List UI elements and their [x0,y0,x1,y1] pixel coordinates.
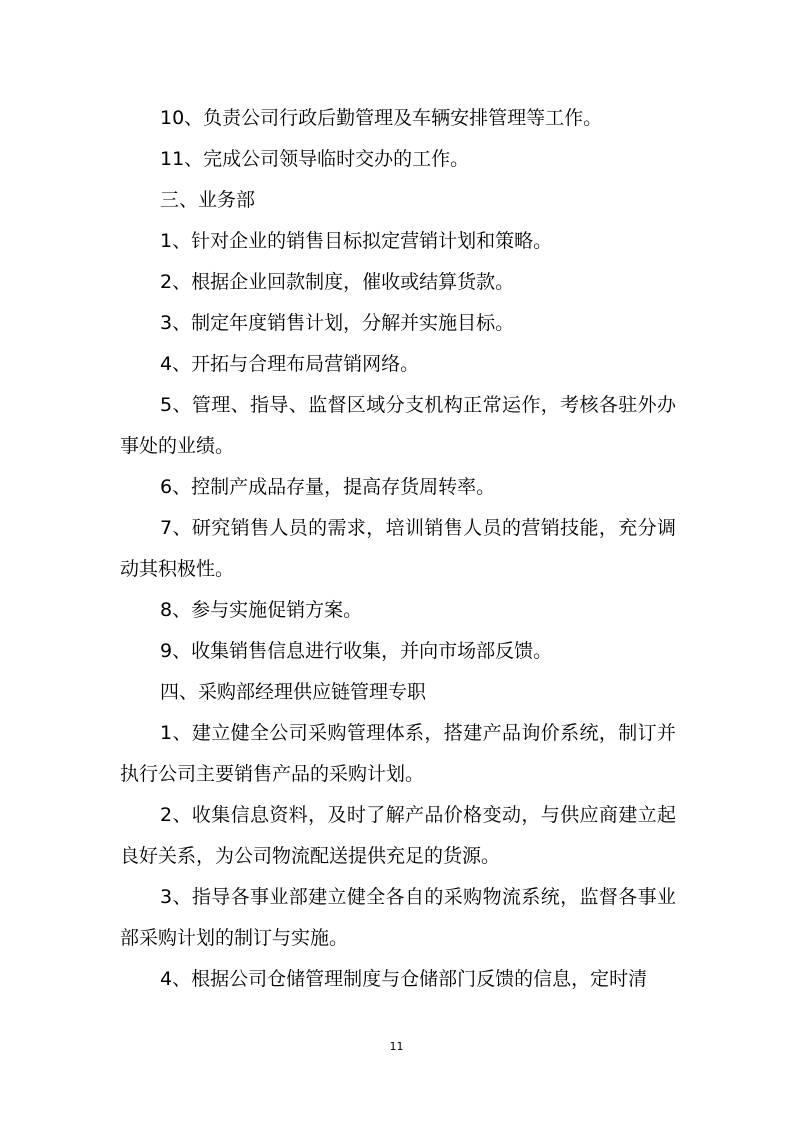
paragraph-business-item-6: 6、控制产成品存量，提高存货周转率。 [160,476,496,498]
section-heading-business-dept: 三、业务部 [160,189,256,211]
paragraph-business-item-2: 2、根据企业回款制度，催收或结算货款。 [160,271,515,293]
paragraph-business-item-8: 8、参与实施促销方案。 [160,599,363,621]
paragraph-admin-item-11: 11、完成公司领导临时交办的工作。 [160,148,470,170]
section-heading-purchasing-dept: 四、采购部经理供应链管理专职 [160,681,427,703]
paragraph-admin-item-10: 10、负责公司行政后勤管理及车辆安排管理等工作。 [160,107,603,129]
paragraph-business-item-7: 7、研究销售人员的需求，培训销售人员的营销技能，充分调动其积极性。 [120,517,676,580]
paragraph-business-item-4: 4、开拓与合理布局营销网络。 [160,353,420,375]
paragraph-business-item-3: 3、制定年度销售计划，分解并实施目标。 [160,312,515,334]
page-number: 11 [389,1040,404,1053]
paragraph-purchasing-item-3: 3、指导各事业部建立健全各自的采购物流系统，监督各事业部采购计划的制订与实施。 [120,886,676,949]
paragraph-business-item-5: 5、管理、指导、监督区域分支机构正常运作，考核各驻外办事处的业绩。 [120,394,676,457]
paragraph-purchasing-item-4: 4、根据公司仓储管理制度与仓储部门反馈的信息，定时清 [160,968,648,990]
paragraph-purchasing-item-1: 1、建立健全公司采购管理体系，搭建产品询价系统，制订并执行公司主要销售产品的采购计划。 [120,722,676,785]
document-body [120,98,676,1000]
paragraph-purchasing-item-2: 2、收集信息资料，及时了解产品价格变动，与供应商建立起良好关系，为公司物流配送提供充足的货源。 [120,804,676,867]
paragraph-business-item-1: 1、针对企业的销售目标拟定营销计划和策略。 [160,230,553,252]
paragraph-business-item-9: 9、收集销售信息进行收集，并向市场部反馈。 [160,640,553,662]
